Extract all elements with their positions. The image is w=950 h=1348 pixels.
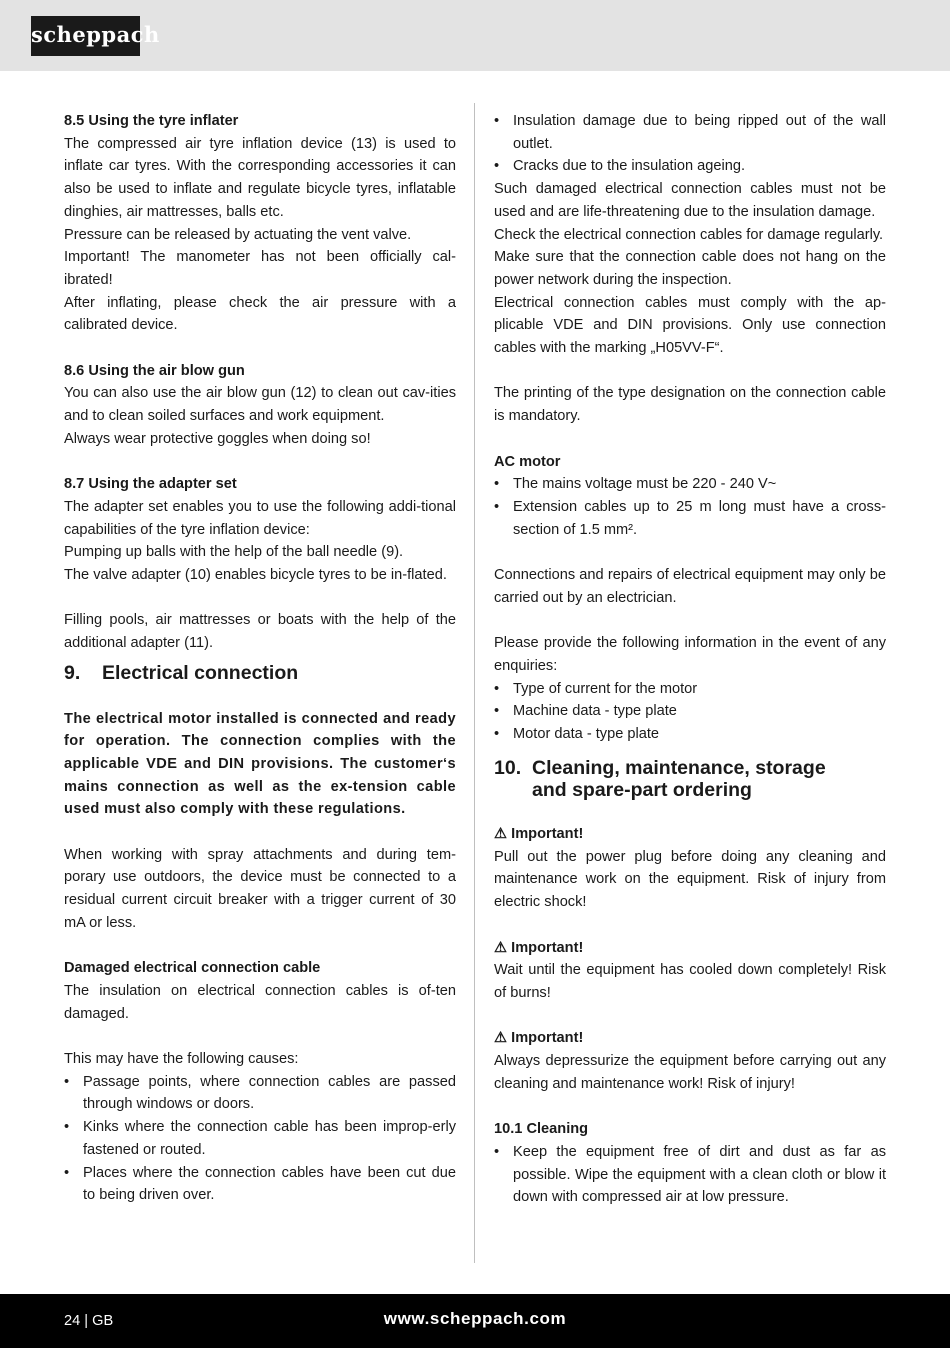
list-item: • Kinks where the connection cable has been improp-erly fastened or routed. [64,1119,456,1158]
warning-heading: ⚠ Important! [494,826,584,843]
list-item: • Motor data - type plate [494,725,660,742]
left-column [64,110,456,1207]
list-item: • Machine data - type plate [494,703,677,720]
list-item: • Extension cables up to 25 m long must have a cross-section of 1.5 mm². [494,498,886,538]
paragraph: Check the electrical connection cables for damage regularly. [494,226,884,243]
brand-logo: scheppach [31,16,140,56]
warning-heading: ⚠ Important! [494,939,584,956]
paragraph: This may have the following causes: [64,1051,299,1068]
paragraph: Electrical connection cables must comply with the ap-plicable VDE and DIN provisions. Only use connection cables with the marking „H05VV-F“. [494,294,886,357]
paragraph: Pumping up balls with the help of the ball needle (9). [64,544,404,561]
section-9-heading [64,662,456,685]
enquiry-info-list [494,678,886,746]
section-8-6-heading: 8.6 Using the air blow gun [64,362,245,379]
section-number: 9. [64,661,81,684]
list-item: • Type of current for the motor [494,680,698,697]
right-column [494,110,886,1209]
paragraph: Wait until the equipment has cooled down completely! Risk of burns! [494,962,886,1001]
page-header [0,0,950,71]
warning-icon: ⚠ [494,939,508,956]
section-number: 10. [494,756,522,779]
section-title: Electrical connection [102,661,299,684]
warning-heading: ⚠ Important! [494,1030,584,1047]
list-item: • Cracks due to the insulation ageing. [494,158,746,175]
damaged-cable-heading: Damaged electrical connection cable [64,960,321,977]
section-8-5-heading: 8.5 Using the tyre inflater [64,113,239,129]
list-item: • Insulation damage due to being ripped out of the wall outlet. [494,113,886,152]
website-url: www.scheppach.com [383,1309,567,1328]
paragraph: Filling pools, air mattresses or boats with the help of the additional adapter (11). [64,612,456,652]
list-item: • Keep the equipment free of dirt and dust as far as possible. Wipe the equipment with a clean cloth or blow it down with compressed air at low pressure. [494,1143,886,1206]
section-title: Cleaning, maintenance, storage and spare-part ordering [532,756,826,802]
cleaning-list [494,1141,886,1209]
paragraph: Please provide the following information in the event of any enquiries: [494,635,886,674]
paragraph: Always depressurize the equipment before carrying out any cleaning and maintenance work! Risk of injury! [494,1053,886,1092]
section-8-7-heading: 8.7 Using the adapter set [64,476,237,493]
column-divider [474,103,475,1263]
list-item: • Passage points, where connection cables are passed through windows or doors. [64,1073,456,1113]
causes-list [64,1071,456,1207]
paragraph: After inflating, please check the air pressure with a calibrated device. [64,294,456,334]
paragraph: The valve adapter (10) enables bicycle tyres to be in-flated. [64,567,447,584]
paragraph: The insulation on electrical connection cables is of-ten damaged. [64,982,456,1022]
paragraph: Such damaged electrical connection cables must not be used and are life-threatening due to the insulation damage. [494,181,886,220]
ac-motor-list [494,473,886,541]
ac-motor-heading: AC motor [494,453,561,470]
paragraph: Connections and repairs of electrical equipment may only be carried out by an electrician. [494,567,886,606]
list-item: • The mains voltage must be 220 - 240 V~ [494,476,777,493]
page-number: 24 | GB [64,1313,114,1329]
warning-icon: ⚠ [494,826,508,843]
list-item: • Places where the connection cables have been cut due to being driven over. [64,1164,456,1204]
paragraph: The adapter set enables you to use the following addi-tional capabilities of the tyre inflation device: [64,498,456,538]
section-10-heading [494,757,886,802]
paragraph: Important! The manometer has not been officially cal-ibrated! [64,249,456,288]
paragraph: The compressed air tyre inflation device (13) is used to inflate car tyres. With the corresponding accessories it can also be used to inflate and regulate bicycle tyres, inflatable dinghies, air mattresses, balls etc. [64,135,456,220]
warning-icon: ⚠ [494,1030,508,1047]
paragraph: Make sure that the connection cable does not hang on the power network during the inspection. [494,249,886,288]
bold-paragraph: The electrical motor installed is connected and ready for operation. The connection complies with the applicable VDE and DIN provisions. The customer‘s mains connection as well as the ex-tension cable used must also comply with these regulations. [64,710,456,818]
causes-list-continued [494,110,886,178]
paragraph: You can also use the air blow gun (12) to clean out cav-ities and to clean soiled surfaces and work equipment. [64,385,456,425]
paragraph: Pull out the power plug before doing any cleaning and maintenance work on the equipment. Risk of injury from electric shock! [494,848,886,911]
paragraph: The printing of the type designation on the connection cable is mandatory. [494,385,886,425]
paragraph: Always wear protective goggles when doing so! [64,430,371,447]
section-10-1-heading: 10.1 Cleaning [494,1121,589,1138]
paragraph: Pressure can be released by actuating the vent valve. [64,226,412,243]
paragraph: When working with spray attachments and during tem-porary use outdoors, the device must be connected to a residual current circuit breaker with a trigger current of 30 mA or less. [64,846,456,931]
page-footer [0,1294,950,1348]
